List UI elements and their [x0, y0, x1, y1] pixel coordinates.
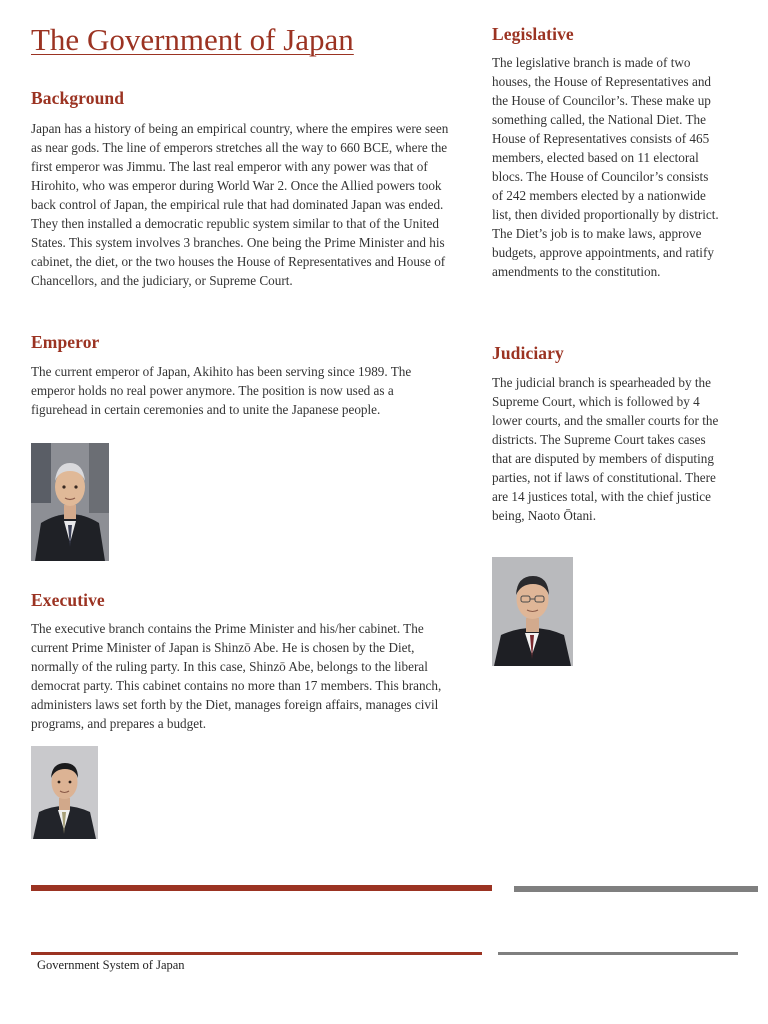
background-heading: Background [31, 88, 125, 108]
executive-paragraph: The executive branch contains the Prime Minister and his/her cabinet. The current Prime Minister of Japan is Shinzō Abe. He is chosen by the Diet, normally of the ruling party. In this case, Shinzō Abe, belongs to the liberal democrat party. This cabinet contains no more than 17 members. This branch, administers laws set forth by the Diet, manages foreign affairs, manages civil programs, and prepares a budget. [31, 621, 442, 731]
footer-rule-grey-upper [514, 886, 758, 892]
emperor-photo [31, 443, 109, 561]
judiciary-paragraph: The judicial branch is spearheaded by the Supreme Court, which is followed by 4 lower courts, and the smaller courts for the districts. The Supreme Court takes cases that are disputed by members of disputing parties, not if laws of constitutional. There are 14 justices total, with the chief justice being, Naoto Ōtani. [492, 375, 719, 523]
emperor-heading: Emperor [31, 332, 100, 352]
footer-rule-red-lower [31, 952, 482, 955]
emperor-paragraph: The current emperor of Japan, Akihito has been serving since 1989. The emperor holds no real power anymore. The position is now used as a figurehead in certain ceremonies and to unite the Japanese people. [31, 364, 412, 417]
background-paragraph: Japan has a history of being an empirical country, where the empires were seen as near gods. The line of emperors stretches all the way to 660 BCE, where the first emperor was Jimmu. The last real emperor with any power was that of Hirohito, who was emperor during World War 2. Once the Allied powers took back control of Japan, the empirical rule that had dominated Japan was ended. They then installed a democratic republic system similar to that of the United States. This system involves 3 branches. One being the Prime Minister and his cabinet, the diet, or the two houses the House of Representatives and House of Chancellors, and the judiciary, or Supreme Court. [31, 121, 449, 288]
prime-minister-photo [31, 746, 98, 839]
footer-rule-red-upper [31, 885, 492, 891]
document-title: The Government of Japan [31, 22, 354, 57]
chief-justice-photo [492, 557, 573, 666]
legislative-paragraph: The legislative branch is made of two houses, the House of Representatives and the House of Councilor’s. These make up something called, the National Diet. The House of Representatives consists of 465 members, elected based on 11 electoral blocs. The House of Councilor’s consists of 242 members elected by a nationwide list, then divided proportionally by district. The Diet’s job is to make laws, approve budgets, approve appointments, and ratify amendments to the constitution. [492, 55, 719, 279]
footer-label: Government System of Japan [37, 958, 185, 972]
footer-rule-grey-lower [498, 952, 738, 955]
judiciary-heading: Judiciary [492, 343, 564, 363]
legislative-heading: Legislative [492, 24, 574, 44]
executive-heading: Executive [31, 590, 105, 610]
